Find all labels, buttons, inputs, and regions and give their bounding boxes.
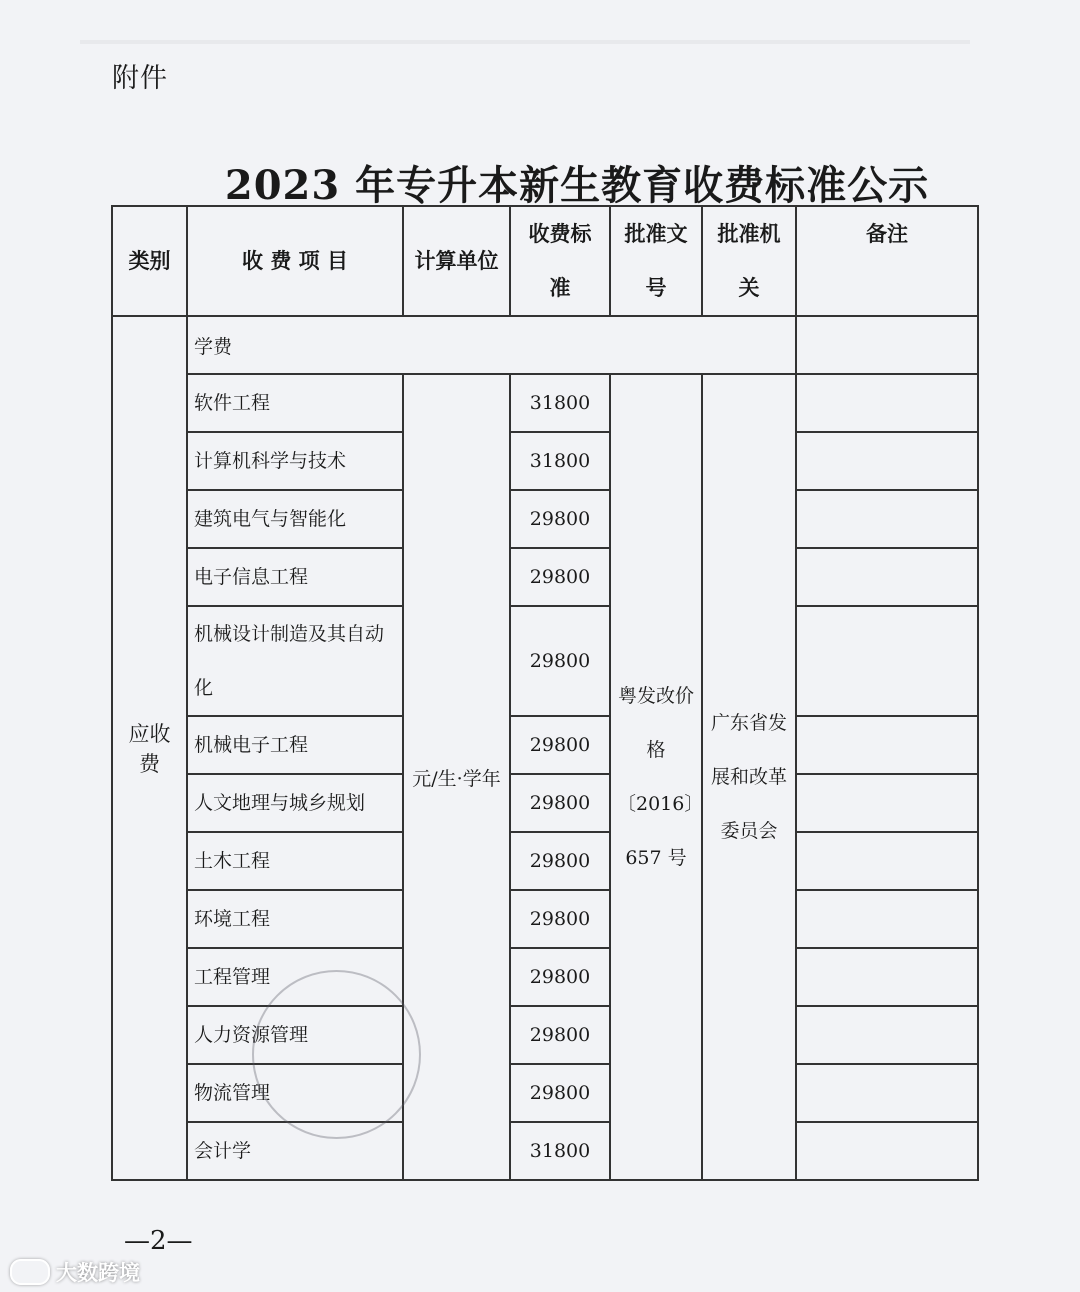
remark-cell bbox=[796, 774, 978, 832]
remark-cell bbox=[796, 948, 978, 1006]
unit-cell: 元/生·学年 bbox=[403, 374, 510, 1180]
item-cell: 物流管理 bbox=[187, 1064, 403, 1122]
item-cell bbox=[187, 606, 403, 716]
amount-cell: 29800 bbox=[510, 606, 610, 716]
table-row bbox=[112, 548, 978, 606]
table-row bbox=[112, 774, 978, 832]
page-number: —2— bbox=[124, 1226, 193, 1256]
item-cell: 电子信息工程 bbox=[187, 548, 403, 606]
doc-no-line3: 657 号 bbox=[625, 847, 687, 869]
amount-cell: 29800 bbox=[510, 948, 610, 1006]
item-line2: 化 bbox=[194, 677, 214, 699]
amount-cell: 31800 bbox=[510, 374, 610, 432]
attachment-label: 附件 bbox=[112, 63, 168, 94]
item-cell: 软件工程 bbox=[187, 374, 403, 432]
col-header-category: 类别 bbox=[112, 206, 187, 316]
remark-cell bbox=[796, 316, 978, 374]
table-row bbox=[112, 374, 978, 432]
remark-cell bbox=[796, 432, 978, 490]
remark-cell bbox=[796, 832, 978, 890]
table-row bbox=[112, 1006, 978, 1064]
authority-cell bbox=[702, 374, 796, 1180]
item-line1: 机械设计制造及其自动 bbox=[194, 623, 385, 645]
doc-no-cell bbox=[610, 374, 702, 1180]
item-cell: 会计学 bbox=[187, 1122, 403, 1180]
remark-cell bbox=[796, 890, 978, 948]
col-header-doc-no bbox=[610, 206, 702, 316]
remark-cell bbox=[796, 716, 978, 774]
col-header-doc-no-line1: 批准文 bbox=[624, 221, 688, 246]
remark-cell bbox=[796, 548, 978, 606]
watermark-text: 大数跨境 bbox=[56, 1261, 140, 1285]
item-cell: 机械电子工程 bbox=[187, 716, 403, 774]
authority-line1: 广东省发 bbox=[710, 712, 787, 734]
item-cell: 环境工程 bbox=[187, 890, 403, 948]
category-cell: 应收费 bbox=[112, 316, 187, 1180]
doc-no-line1: 粤发改价 bbox=[617, 685, 694, 707]
item-cell: 土木工程 bbox=[187, 832, 403, 890]
amount-cell: 29800 bbox=[510, 890, 610, 948]
subheading-row bbox=[112, 316, 978, 374]
item-cell: 计算机科学与技术 bbox=[187, 432, 403, 490]
item-cell: 人文地理与城乡规划 bbox=[187, 774, 403, 832]
table-row bbox=[112, 432, 978, 490]
col-header-doc-no-line2: 号 bbox=[645, 275, 667, 300]
item-cell: 建筑电气与智能化 bbox=[187, 490, 403, 548]
fee-table bbox=[111, 205, 979, 1181]
amount-cell: 29800 bbox=[510, 490, 610, 548]
table-row bbox=[112, 716, 978, 774]
doc-no-line2: 格〔2016〕 bbox=[617, 739, 704, 815]
authority-line2: 展和改革 bbox=[710, 766, 787, 788]
amount-cell: 29800 bbox=[510, 774, 610, 832]
amount-cell: 29800 bbox=[510, 1064, 610, 1122]
table-row bbox=[112, 832, 978, 890]
col-header-authority-line2: 关 bbox=[738, 275, 760, 300]
table-row bbox=[112, 490, 978, 548]
col-header-unit: 计算单位 bbox=[403, 206, 510, 316]
remark-cell bbox=[796, 374, 978, 432]
watermark bbox=[10, 1258, 140, 1286]
table-row bbox=[112, 890, 978, 948]
col-header-item: 收 费 项 目 bbox=[187, 206, 403, 316]
watermark-logo-icon bbox=[10, 1259, 50, 1285]
col-header-authority bbox=[702, 206, 796, 316]
document-title: 2023 年专升本新生教育收费标准公示 bbox=[224, 162, 930, 209]
remark-cell bbox=[796, 1006, 978, 1064]
col-header-authority-line1: 批准机 bbox=[717, 221, 781, 246]
table-row bbox=[112, 1122, 978, 1180]
amount-cell: 29800 bbox=[510, 832, 610, 890]
amount-cell: 29800 bbox=[510, 1006, 610, 1064]
header-row bbox=[112, 206, 978, 316]
remark-cell bbox=[796, 1122, 978, 1180]
remark-cell bbox=[796, 1064, 978, 1122]
item-cell: 人力资源管理 bbox=[187, 1006, 403, 1064]
table-row bbox=[112, 948, 978, 1006]
remark-cell bbox=[796, 606, 978, 716]
table-row bbox=[112, 606, 978, 716]
bleed-through-band bbox=[80, 40, 970, 44]
amount-cell: 31800 bbox=[510, 432, 610, 490]
col-header-standard bbox=[510, 206, 610, 316]
authority-line3: 委员会 bbox=[720, 820, 778, 842]
col-header-standard-line1: 收费标 bbox=[528, 221, 592, 246]
col-header-remark: 备注 bbox=[796, 206, 978, 316]
remark-cell bbox=[796, 490, 978, 548]
amount-cell: 29800 bbox=[510, 548, 610, 606]
amount-cell: 31800 bbox=[510, 1122, 610, 1180]
col-header-standard-line2: 准 bbox=[549, 275, 571, 300]
table-row bbox=[112, 1064, 978, 1122]
amount-cell: 29800 bbox=[510, 716, 610, 774]
item-cell: 工程管理 bbox=[187, 948, 403, 1006]
subheading-cell: 学费 bbox=[187, 316, 796, 374]
